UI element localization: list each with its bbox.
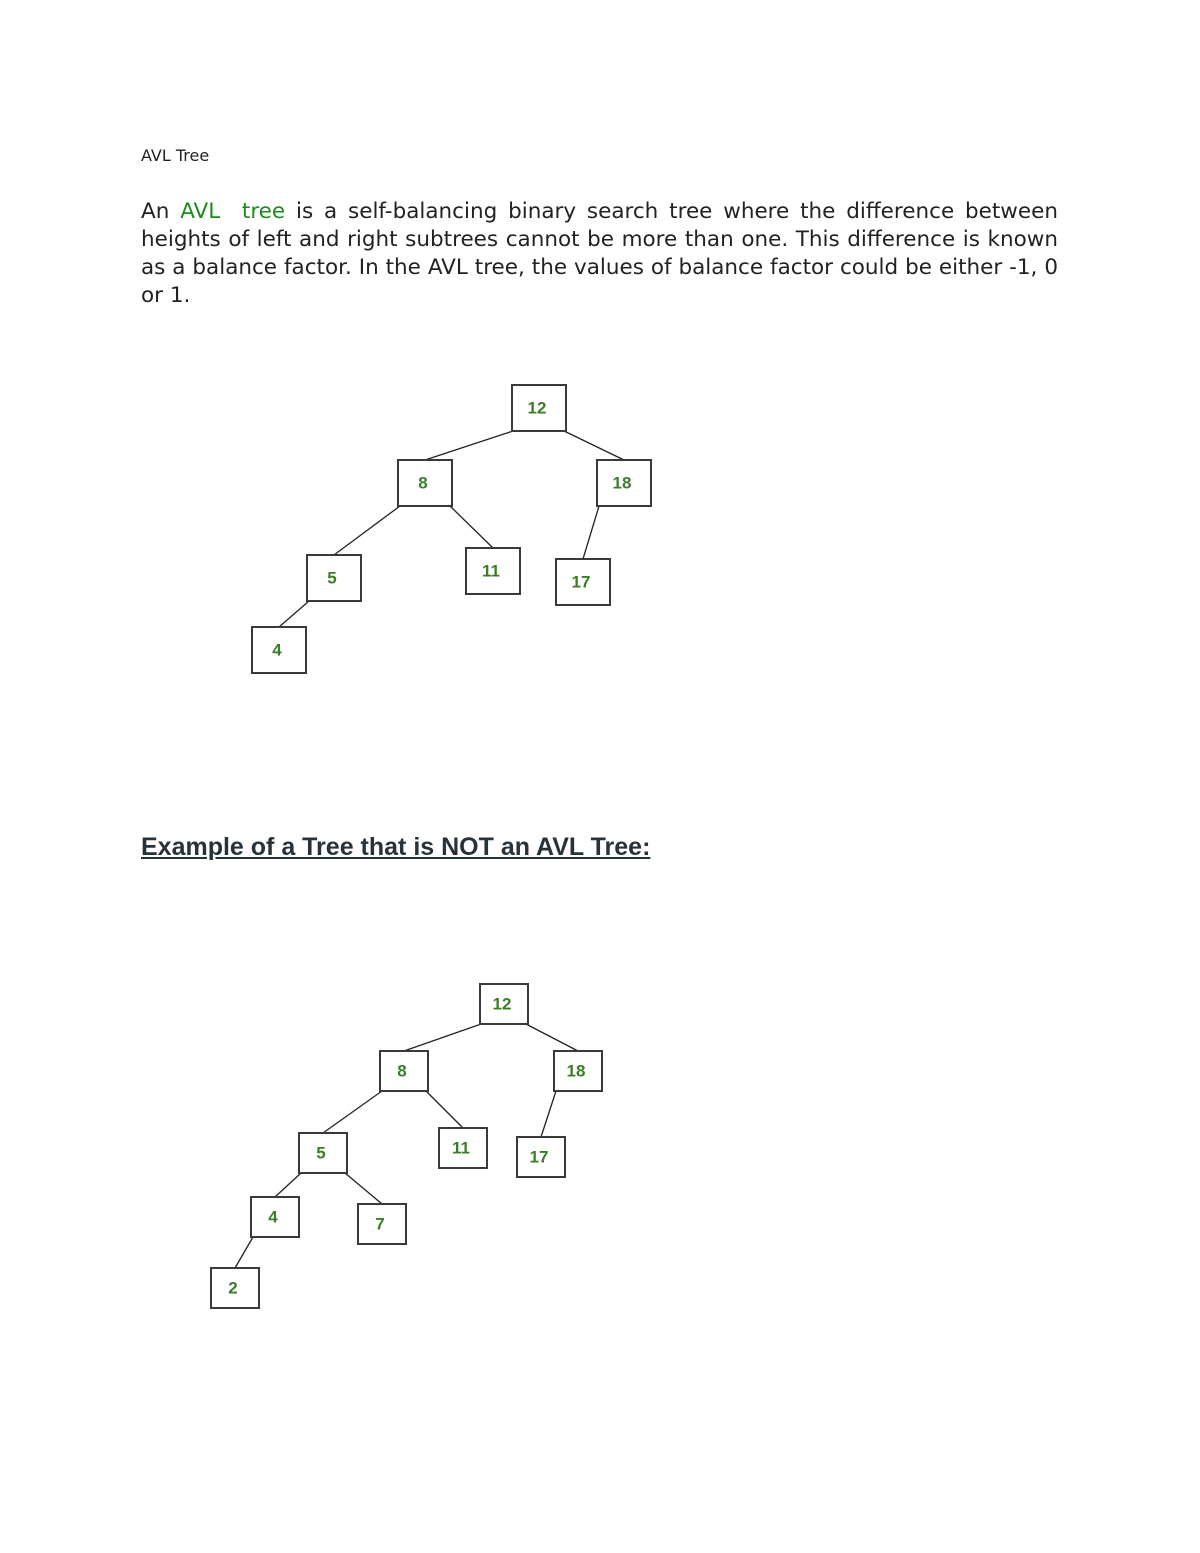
tree-edge-4-2 [235, 1237, 253, 1268]
intro-text-rest: is a self-balancing binary search tree where the difference between heights of left and right subtrees cannot be more than one. This difference is known as a balance factor. In the AVL tree, the values of balance factor could be either -1, 0 or 1. [141, 199, 1058, 308]
tree-edge-18-17 [583, 506, 599, 559]
page-title: AVL Tree [141, 146, 210, 165]
tree-edge-12-18 [524, 1023, 578, 1051]
tree-node-4 [251, 1197, 299, 1237]
tree-node-17 [517, 1137, 565, 1177]
intro-text-start: An [141, 199, 170, 224]
tree-node-label: 18 [612, 473, 632, 493]
tree-node-label: 4 [268, 1207, 278, 1227]
tree-edge-5-4 [279, 601, 309, 627]
tree-node-label: 11 [452, 1138, 470, 1158]
tree-edge-12-8 [404, 1023, 484, 1051]
tree-node-18 [597, 460, 651, 506]
tree-edge-18-17 [541, 1091, 556, 1137]
tree-node-label: 5 [327, 568, 337, 588]
tree-edge-12-8 [425, 430, 516, 460]
non-avl-tree-diagram [0, 960, 1200, 1330]
tree-node-4 [252, 627, 306, 673]
tree-node-label: 8 [397, 1061, 407, 1081]
tree-node-2 [211, 1268, 259, 1308]
tree-edge-8-5 [323, 1091, 382, 1133]
tree-node-8 [398, 460, 452, 506]
intro-paragraph [141, 198, 1058, 310]
tree-edge-5-4 [275, 1173, 301, 1197]
tree-node-12 [480, 984, 528, 1024]
tree-node-17 [556, 559, 610, 605]
tree-node-5 [307, 555, 361, 601]
tree-edge-12-18 [562, 430, 624, 460]
tree-node-label: 8 [418, 473, 428, 493]
tree-node-label: 5 [316, 1143, 326, 1163]
section-heading-non-avl: Example of a Tree that is NOT an AVL Tree: [141, 833, 651, 861]
tree-node-label: 17 [529, 1147, 549, 1167]
tree-edge-8-11 [426, 1091, 463, 1128]
tree-node-12 [512, 385, 566, 431]
avl-tree-link[interactable]: AVL tree [180, 199, 286, 224]
tree-node-label: 12 [527, 398, 547, 418]
tree-node-label: 17 [571, 572, 591, 592]
tree-node-label: 7 [375, 1214, 385, 1234]
tree-node-label: 18 [566, 1061, 586, 1081]
tree-node-label: 2 [228, 1278, 238, 1298]
tree-edge-5-7 [345, 1173, 382, 1204]
tree-node-5 [299, 1133, 347, 1173]
avl-tree-diagram [0, 360, 1200, 700]
tree-node-11 [466, 548, 520, 594]
tree-node-18 [554, 1051, 602, 1091]
tree-node-label: 11 [482, 561, 500, 581]
tree-node-label: 12 [492, 994, 512, 1014]
tree-node-label: 4 [272, 640, 282, 660]
tree-node-11 [439, 1128, 487, 1168]
tree-edge-8-5 [334, 506, 400, 555]
tree-node-8 [380, 1051, 428, 1091]
tree-edge-8-11 [450, 506, 493, 548]
tree-node-7 [358, 1204, 406, 1244]
